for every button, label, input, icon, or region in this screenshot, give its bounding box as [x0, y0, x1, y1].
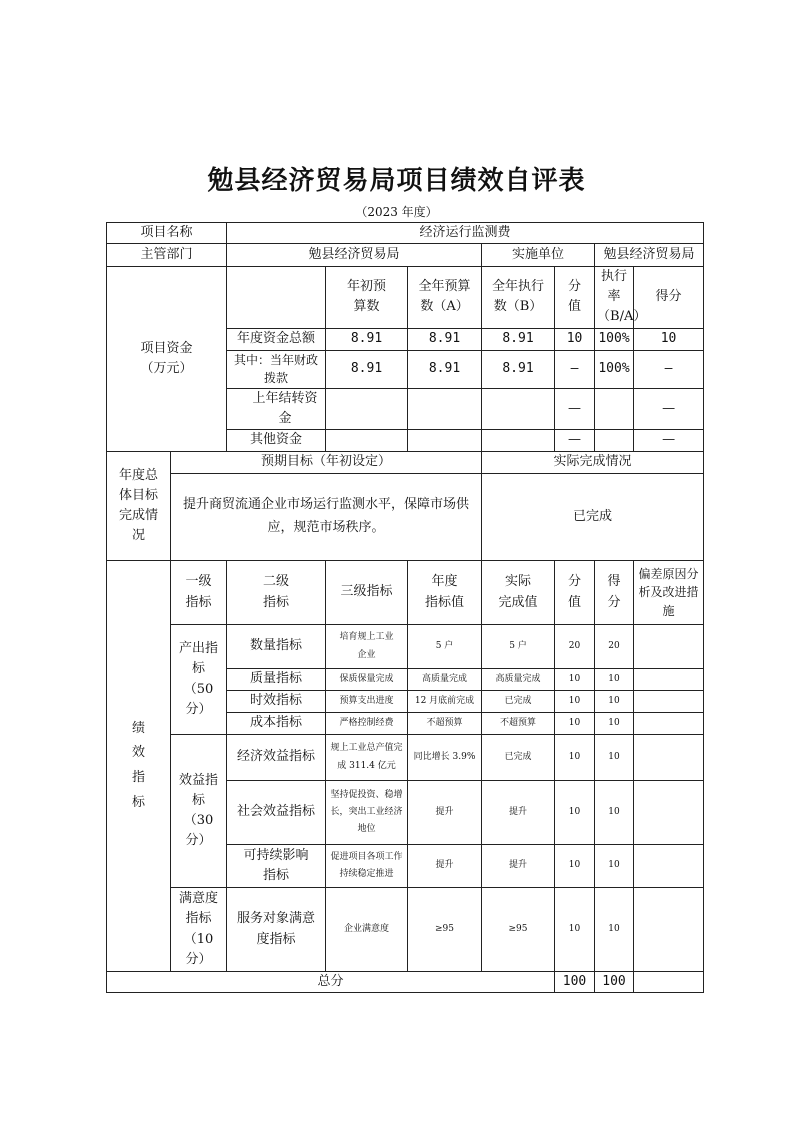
funds-cell: 8.91	[482, 350, 555, 388]
funds-cell: 8.91	[408, 328, 482, 350]
funds-header: 分 值	[555, 267, 595, 328]
funds-row-name: 上年结转资 金	[227, 388, 326, 429]
perf-l2: 质量指标	[227, 669, 326, 691]
perf-l3: 保质保量完成	[326, 669, 408, 691]
funds-label-text: 项目资金	[140, 340, 193, 356]
perf-target: 12 月底前完成	[408, 691, 482, 713]
funds-cell: —	[634, 350, 704, 388]
funds-cell	[326, 430, 408, 452]
project-name-value: 经济运行监测费	[227, 223, 704, 244]
perf-l1: 效益指 标 （30 分）	[171, 735, 227, 888]
funds-cell: 10	[634, 328, 704, 350]
perf-l2: 时效指标	[227, 691, 326, 713]
perf-actual: 已完成	[482, 735, 555, 781]
page-title: 勉县经济贸易局项目绩效自评表	[207, 166, 586, 196]
perf-score: 10	[555, 888, 595, 972]
funds-cell	[408, 430, 482, 452]
goal-header-row	[107, 452, 704, 474]
total-score: 100	[555, 972, 595, 993]
perf-got: 10	[595, 781, 634, 845]
impl-label: 实施单位	[482, 244, 595, 267]
perf-got: 20	[595, 625, 634, 669]
funds-cell: 10	[555, 328, 595, 350]
perf-header: 年度 指标值	[408, 561, 482, 625]
funds-cell: —	[634, 430, 704, 452]
perf-l3: 培育规上工业 企业	[326, 625, 408, 669]
total-label: 总分	[107, 972, 555, 993]
perf-target: 提升	[408, 781, 482, 845]
perf-header: 偏差原因分 析及改进措 施	[634, 561, 704, 625]
perf-l2: 数量指标	[227, 625, 326, 669]
perf-row	[107, 888, 704, 972]
perf-label: 绩 效 指 标	[107, 561, 171, 972]
perf-row	[107, 735, 704, 781]
funds-header-row	[107, 267, 704, 328]
evaluation-table	[106, 222, 704, 993]
perf-score: 20	[555, 625, 595, 669]
dept-row	[107, 244, 704, 267]
perf-score: 10	[555, 735, 595, 781]
perf-got: 10	[595, 845, 634, 888]
perf-actual: 提升	[482, 845, 555, 888]
perf-actual: ≥95	[482, 888, 555, 972]
goal-actual-text: 已完成	[482, 474, 704, 561]
funds-row-name: 年度资金总额	[227, 328, 326, 350]
perf-actual: 高质量完成	[482, 669, 555, 691]
perf-l2: 经济效益指标	[227, 735, 326, 781]
perf-note	[634, 713, 704, 735]
perf-note	[634, 691, 704, 713]
perf-l3: 坚持促投资、稳增 长，突出工业经济 地位	[326, 781, 408, 845]
total-note	[634, 972, 704, 993]
total-got: 100	[595, 972, 634, 993]
perf-actual: 不超预算	[482, 713, 555, 735]
funds-row-name: 其他资金	[227, 430, 326, 452]
funds-header: 全年预算 数（A）	[408, 267, 482, 328]
funds-header: 年初预 算数	[326, 267, 408, 328]
funds-cell	[482, 388, 555, 429]
funds-header: 得分	[634, 267, 704, 328]
perf-got: 10	[595, 713, 634, 735]
perf-l2: 服务对象满意 度指标	[227, 888, 326, 972]
perf-note	[634, 735, 704, 781]
funds-cell	[482, 430, 555, 452]
perf-target: ≥95	[408, 888, 482, 972]
impl-value: 勉县经济贸易局	[595, 244, 704, 267]
project-name-label: 项目名称	[107, 223, 227, 244]
perf-row	[107, 625, 704, 669]
perf-l3: 企业满意度	[326, 888, 408, 972]
perf-target: 高质量完成	[408, 669, 482, 691]
goal-expected-text: 提升商贸流通企业市场运行监测水平，保障市场供应，规范市场秩序。	[171, 474, 482, 561]
perf-header: 实际 完成值	[482, 561, 555, 625]
perf-score: 10	[555, 713, 595, 735]
funds-cell: —	[555, 350, 595, 388]
project-row	[107, 223, 704, 244]
funds-cell: 8.91	[408, 350, 482, 388]
perf-header: 分 值	[555, 561, 595, 625]
perf-score: 10	[555, 845, 595, 888]
funds-header: 执行率 （B/A）	[595, 267, 634, 328]
funds-header-blank	[227, 267, 326, 328]
perf-note	[634, 888, 704, 972]
perf-got: 10	[595, 735, 634, 781]
dept-value: 勉县经济贸易局	[227, 244, 482, 267]
goal-content-row	[107, 474, 704, 561]
perf-note	[634, 625, 704, 669]
perf-note	[634, 781, 704, 845]
perf-l3: 预算支出进度	[326, 691, 408, 713]
perf-note	[634, 669, 704, 691]
funds-cell	[595, 430, 634, 452]
funds-cell: —	[555, 388, 595, 429]
perf-score: 10	[555, 781, 595, 845]
perf-note	[634, 845, 704, 888]
perf-l2: 社会效益指标	[227, 781, 326, 845]
perf-l3: 规上工业总产值完 成 311.4 亿元	[326, 735, 408, 781]
perf-score: 10	[555, 691, 595, 713]
goal-actual-label: 实际完成情况	[482, 452, 704, 474]
funds-cell	[326, 388, 408, 429]
perf-header: 二级 指标	[227, 561, 326, 625]
perf-target: 同比增长 3.9%	[408, 735, 482, 781]
perf-got: 10	[595, 691, 634, 713]
funds-cell: —	[555, 430, 595, 452]
perf-header: 得 分	[595, 561, 634, 625]
perf-l3: 严格控制经费	[326, 713, 408, 735]
funds-header: 全年执行 数（B）	[482, 267, 555, 328]
perf-l1: 产出指 标 （50 分）	[171, 625, 227, 735]
funds-unit: （万元）	[140, 361, 193, 377]
perf-got: 10	[595, 888, 634, 972]
perf-actual: 5 户	[482, 625, 555, 669]
funds-label	[107, 267, 227, 452]
perf-l1: 满意度 指标 （10 分）	[171, 888, 227, 972]
year-label: （2023 年度）	[355, 205, 438, 219]
perf-header-row	[107, 561, 704, 625]
perf-got: 10	[595, 669, 634, 691]
total-row	[107, 972, 704, 993]
perf-score: 10	[555, 669, 595, 691]
funds-cell: 8.91	[326, 328, 408, 350]
perf-actual: 已完成	[482, 691, 555, 713]
funds-cell: 8.91	[326, 350, 408, 388]
goal-label: 年度总 体目标 完成情 况	[107, 452, 171, 561]
perf-target: 不超预算	[408, 713, 482, 735]
perf-target: 提升	[408, 845, 482, 888]
funds-cell: 8.91	[482, 328, 555, 350]
perf-l2: 可持续影响 指标	[227, 845, 326, 888]
perf-actual: 提升	[482, 781, 555, 845]
funds-cell: 100%	[595, 328, 634, 350]
perf-header: 一级 指标	[171, 561, 227, 625]
funds-row-name: 其中：当年财政拨款	[227, 350, 326, 388]
perf-l3: 促进项目各项工作 持续稳定推进	[326, 845, 408, 888]
perf-l2: 成本指标	[227, 713, 326, 735]
dept-label: 主管部门	[107, 244, 227, 267]
perf-header: 三级指标	[326, 561, 408, 625]
perf-target: 5 户	[408, 625, 482, 669]
funds-cell	[408, 388, 482, 429]
funds-cell	[595, 388, 634, 429]
funds-cell: 100%	[595, 350, 634, 388]
goal-expected-label: 预期目标（年初设定）	[171, 452, 482, 474]
funds-cell: —	[634, 388, 704, 429]
